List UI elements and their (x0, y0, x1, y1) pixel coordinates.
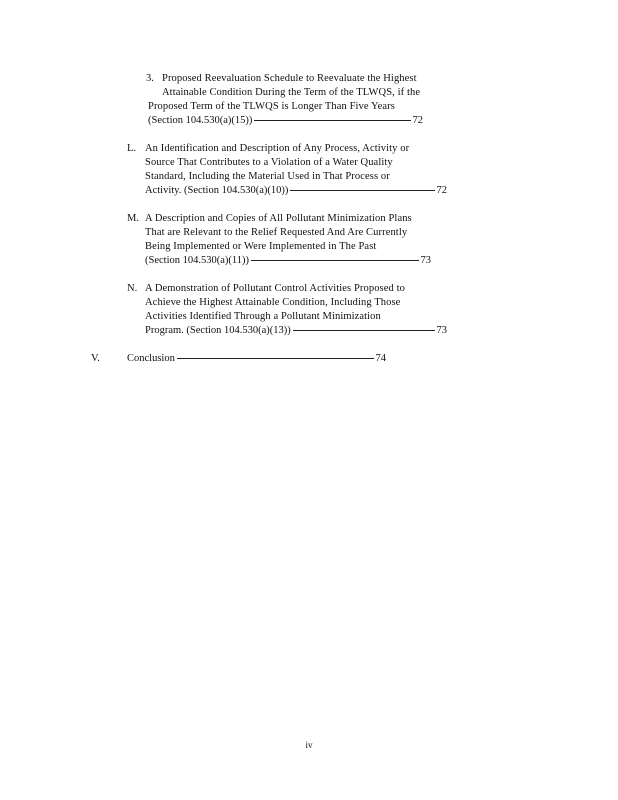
toc-entry-section: (Section 104.530(a)(11)) (145, 255, 249, 266)
toc-entry-label: V. (91, 353, 100, 364)
toc-entry-final-line (148, 114, 423, 128)
toc-entry-label: M. (127, 213, 139, 224)
toc-page-number: 74 (375, 353, 386, 364)
toc-entry-section: (Section 104.530(a)(15)) (148, 115, 253, 126)
toc-entry-label: L. (127, 143, 137, 154)
toc-entry-line: Activities Identified Through a Pollutant Minimization (145, 311, 381, 322)
toc-entry-label: N. (127, 283, 138, 294)
toc-entry-section: Activity. (Section 104.530(a)(10)) (145, 185, 289, 196)
toc-entry-line: That are Relevant to the Relief Requested And Are Currently (145, 227, 408, 238)
toc-page-number: 73 (436, 325, 447, 336)
toc-entry-final-line (145, 184, 447, 198)
toc-entry-title: Conclusion (127, 353, 175, 364)
dot-leader (251, 260, 419, 261)
dot-leader (254, 120, 410, 121)
toc-entry-line: A Demonstration of Pollutant Control Activities Proposed to (145, 283, 405, 294)
toc-entry-line: Achieve the Highest Attainable Condition, Including Those (145, 297, 401, 308)
toc-entry-line: Standard, Including the Material Used in That Process or (145, 171, 390, 182)
dot-leader (290, 190, 434, 191)
toc-page-number: 72 (436, 185, 447, 196)
page-footer-number: iv (305, 740, 313, 750)
toc-entry-label: 3. (146, 73, 154, 84)
toc-entry-final-line (127, 352, 386, 366)
toc-entry-final-line (145, 324, 447, 338)
toc-entry-line: A Description and Copies of All Pollutant Minimization Plans (145, 213, 412, 224)
dot-leader (293, 330, 435, 331)
toc-entry-line: Attainable Condition During the Term of the TLWQS, if the (162, 87, 421, 98)
toc-entry-section: Program. (Section 104.530(a)(13)) (145, 325, 291, 336)
dot-leader (177, 358, 374, 359)
toc-entry-final-line (145, 254, 431, 268)
toc-entry-line: Source That Contributes to a Violation of a Water Quality (145, 157, 393, 168)
toc-entry-line: An Identification and Description of Any Process, Activity or (145, 143, 410, 154)
toc-entry-line: Being Implemented or Were Implemented in The Past (145, 241, 377, 252)
toc-page-number: 73 (420, 255, 431, 266)
toc-entry-line: Proposed Reevaluation Schedule to Reevaluate the Highest (162, 73, 417, 84)
toc-entry-line: Proposed Term of the TLWQS is Longer Than Five Years (148, 101, 395, 112)
toc-page-number: 72 (412, 115, 423, 126)
